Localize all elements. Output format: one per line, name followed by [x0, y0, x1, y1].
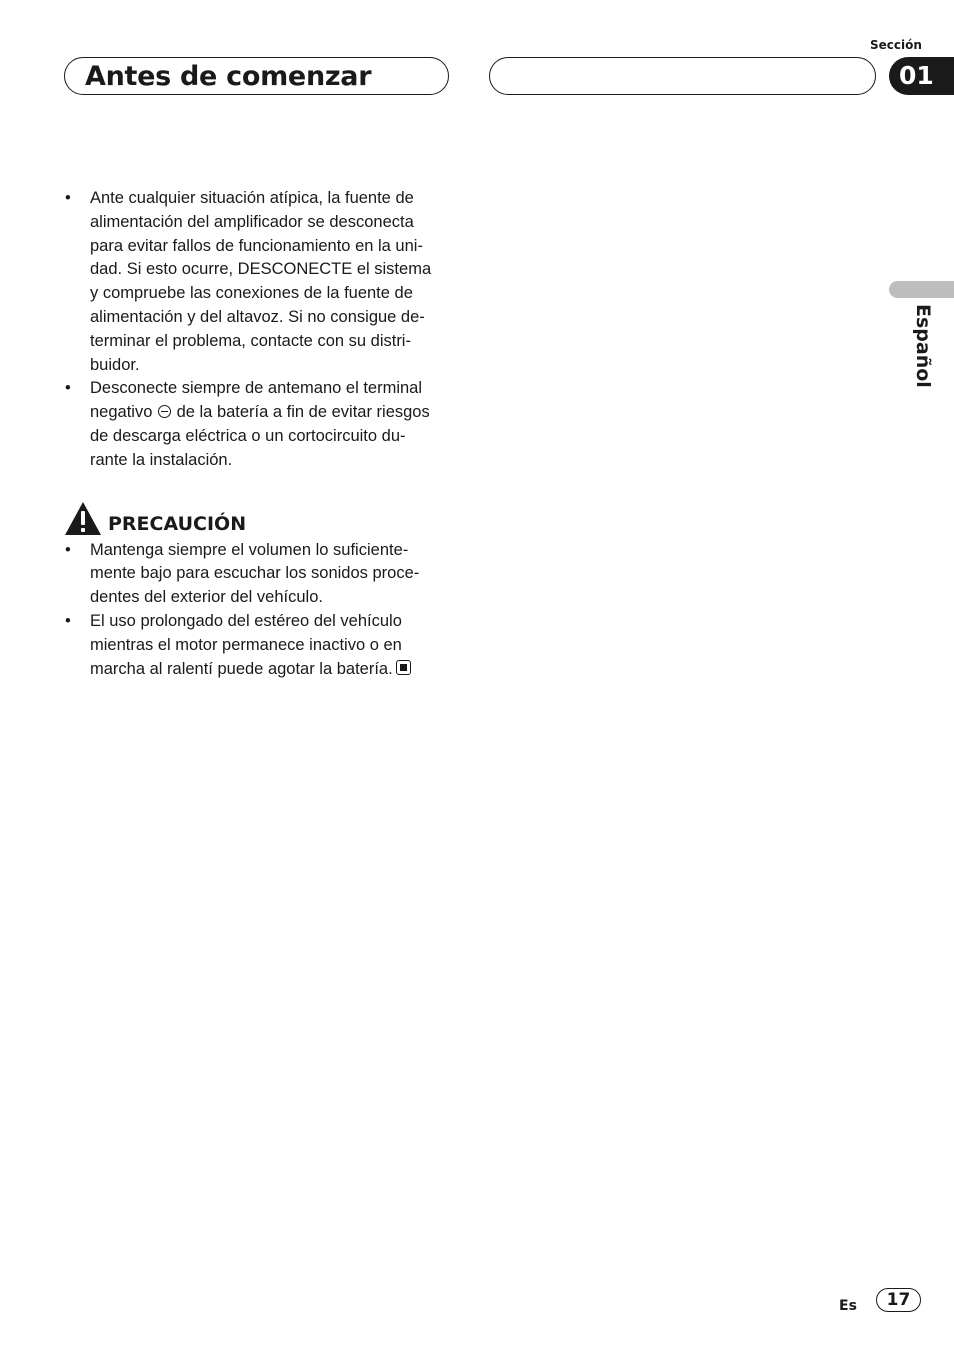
page-number: 17 [876, 1288, 921, 1312]
footer-language-code: Es [839, 1298, 857, 1314]
text-line: dentes del exterior del vehículo. [90, 588, 323, 607]
text-line [90, 401, 456, 425]
header-empty-box [489, 57, 876, 95]
text-line: • Desconecte siempre de antemano el terminal [90, 379, 423, 398]
minus-terminal-icon [158, 405, 171, 418]
language-side-label: Español [912, 304, 934, 388]
list-item [64, 377, 456, 472]
page-title: Antes de comenzar [85, 61, 372, 92]
list-item [64, 610, 456, 681]
caution-title: PRECAUCIÓN [108, 512, 247, 535]
text-line: de descarga eléctrica o un cortocircuito du- [90, 426, 406, 445]
text-line: para evitar fallos de funcionamiento en la uni- [90, 236, 423, 255]
text-line: rante la instalación. [90, 450, 233, 469]
text-fragment: negativo [90, 403, 153, 422]
caution-heading [64, 501, 456, 539]
text-line [90, 658, 456, 682]
warning-triangle-icon [64, 501, 102, 536]
end-of-section-icon [396, 660, 411, 675]
text-line: alimentación y del altavoz. Si no consigue de- [90, 307, 425, 326]
text-line: mientras el motor permanece inactivo o en [90, 635, 402, 654]
section-title-box [64, 57, 449, 95]
text-line: buidor. [90, 355, 140, 374]
text-fragment: de la batería a fin de evitar riesgos [176, 403, 430, 422]
text-line: mente bajo para escuchar los sonidos proce- [90, 564, 420, 583]
caution-list [64, 539, 456, 682]
list-item [64, 539, 456, 610]
text-line: dad. Si esto ocurre, DESCONECTE el sistema [90, 260, 432, 279]
list-item [64, 187, 456, 377]
text-line: • Mantenga siempre el volumen lo suficiente- [90, 540, 409, 559]
language-tab-marker [889, 281, 954, 298]
text-fragment: marcha al ralentí puede agotar la batería. [90, 659, 393, 678]
text-line: terminar el problema, contacte con su distri- [90, 331, 411, 350]
text-line: • Ante cualquier situación atípica, la fuente de [90, 189, 414, 207]
text-line: y compruebe las conexiones de la fuente de [90, 284, 413, 303]
notes-list [64, 187, 456, 473]
text-line: alimentación del amplificador se desconecta [90, 212, 414, 231]
section-label: Sección [870, 38, 922, 52]
section-number: 01 [899, 61, 934, 90]
text-line: • El uso prolongado del estéreo del vehículo [90, 611, 402, 630]
main-content [64, 187, 456, 681]
